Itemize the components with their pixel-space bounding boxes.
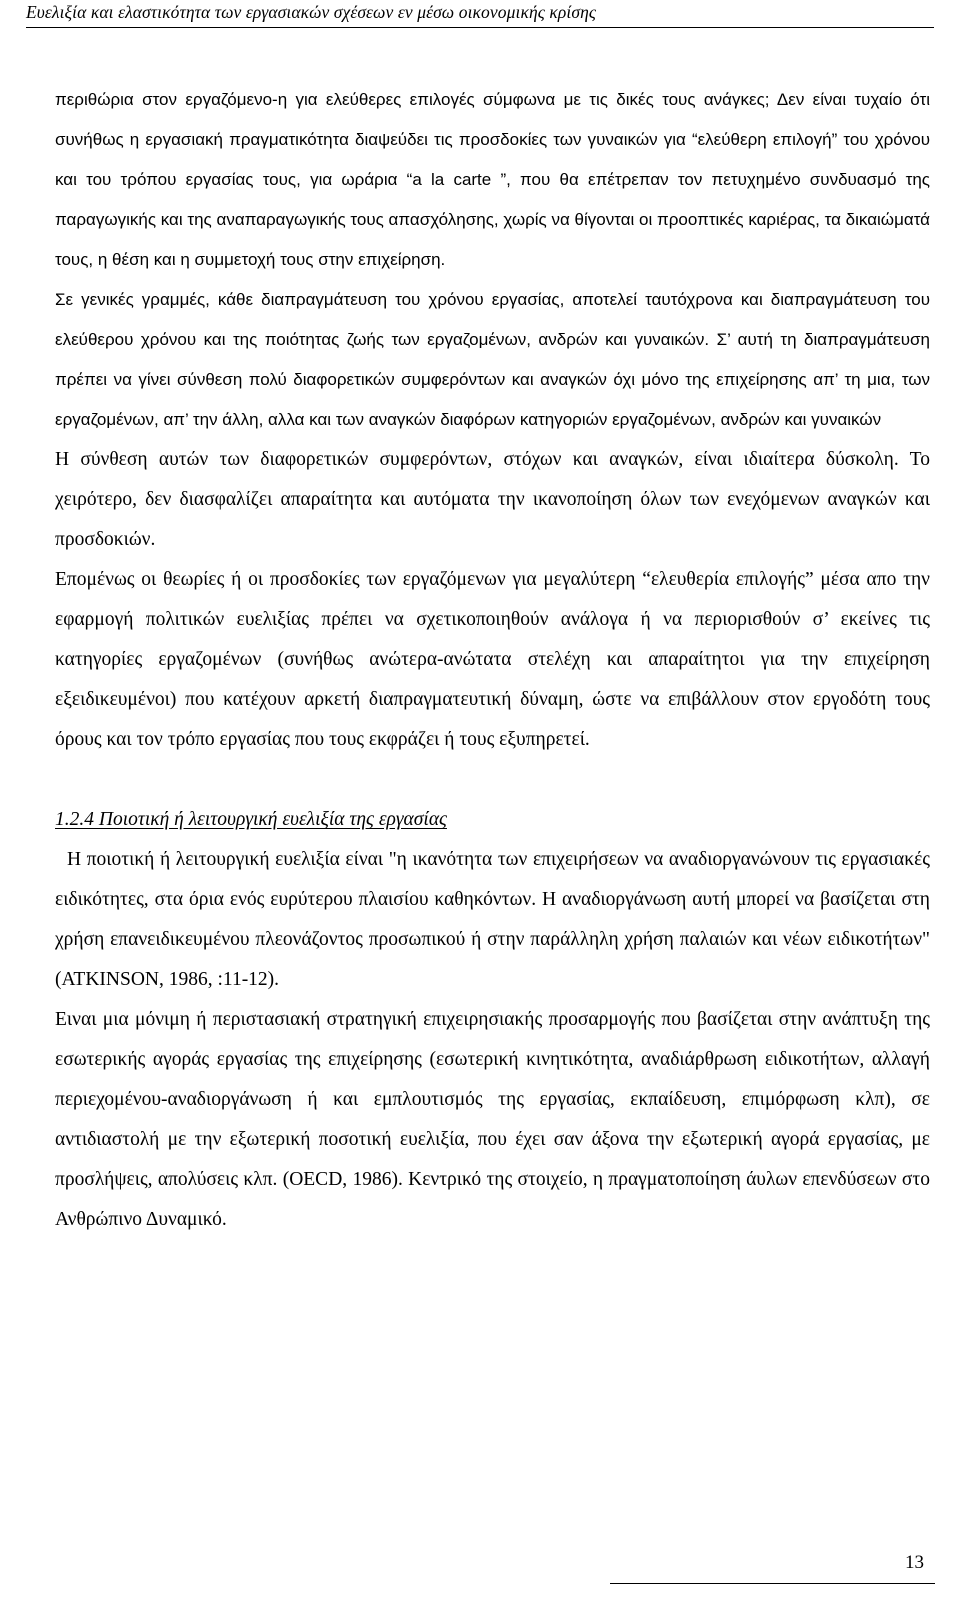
body-text [55,80,930,1240]
footer-rule [610,1583,935,1584]
paragraph-4: Επομένως οι θεωρίες ή οι προσδοκίες των εργαζόμενων για μεγαλύτερη “ελευθερία επιλογής” μέσα απο την εφαρμογή πολιτικών ευελιξίας πρέπει να σχετικοποιηθούν ανάλογα ή να περιορισθούν σ’ εκείνες τις κατηγορίες εργαζομένων (συνήθως ανώτερα-ανώτατα στελέχη και απαραίτητοι για την επιχείρηση εξειδικευμένοι) που κατέχουν αρκετή διαπραγματευτική δύναμη, ώστε να επιβάλλουν στον εργοδότη τους όρους και τον τρόπο εργασίας που τους εκφράζει ή τους εξυπηρετεί. [55,569,930,750]
section-paragraph-1: Η ποιοτική ή λειτουργική ευελιξία είναι "η ικανότητα των επιχειρήσεων να αναδιοργανώνουν τις εργασιακές ειδικότητες, στα όρια ενός ευρύτερου πλαισίου καθηκόντων. Η αναδιοργάνωση αυτή μπορεί να βασίζεται στη χρήση επανειδικευμένου πλεονάζοντος προσωπικού ή στην παράλληλη χρήση παλαιών και νέων ειδικοτήτων" (ATKINSON, 1986, :11-12). [55,849,930,990]
section-paragraph-2: Ειναι μια μόνιμη ή περιστασιακή στρατηγική επιχειρησιακής προσαρμογής που βασίζεται στην ανάπτυξη της εσωτερικής αγοράς εργασίας της επιχείρησης (εσωτερική κινητικότητα, αναδιάρθρωση ειδικοτήτων, αλλαγή περιεχομένου-αναδιοργάνωση ή και εμπλουτισμός της εργασίας, εκπαίδευση, επιμόρφωση κλπ), σε αντιδιαστολή με την εξωτερική ποσοτική ευελιξία, που έχει σαν άξονα την εξωτερική αγορά εργασίας, με προσλήψεις, απολύσεις κλπ. (OECD, 1986). Κεντρικό της στοιχείο, η πραγματοποίηση άυλων επενδύσεων στο Ανθρώπινο Δυναμικό. [55,1009,930,1230]
paragraph-3: Η σύνθεση αυτών των διαφορετικών συμφερόντων, στόχων και αναγκών, είναι ιδιαίτερα δύσκολη. Το χειρότερο, δεν διασφαλίζει απαραίτητα και αυτόματα την ικανοποίηση όλων των ενεχόμενων αναγκών και προσδοκιών. [55,449,930,550]
page-number: 13 [905,1552,924,1573]
paragraph-2: Σε γενικές γραμμές, κάθε διαπραγμάτευση του χρόνου εργασίας, αποτελεί ταυτόχρονα και διαπραγμάτευση του ελεύθερου χρόνου και της ποιότητας ζωής των εργαζομένων, ανδρών και γυναικών. Σ’ αυτή τη διαπραγμάτευση πρέπει να γίνει σύνθεση πολύ διαφορετικών συμφερόντων και αναγκών όχι μόνο της επιχείρησης απ’ τη μια, των εργαζομένων, απ’ την άλλη, αλλα και των αναγκών διαφόρων κατηγοριών εργαζομένων, ανδρών και γυναικών [55,290,930,429]
section-heading: 1.2.4 Ποιοτική ή λειτουργική ευελιξία της εργασίας [55,809,447,830]
header-rule [26,27,934,28]
running-header: Ευελιξία και ελαστικότητα των εργασιακών σχέσεων εν μέσω οικονομικής κρίσης [26,2,597,22]
paragraph-1: περιθώρια στον εργαζόμενο-η για ελεύθερες επιλογές σύμφωνα με τις δικές τους ανάγκες; Δεν είναι τυχαίο ότι συνήθως η εργασιακή πραγματικότητα διαψεύδει τις προσδοκίες των γυναικών για “ελεύθερη επιλογή” του χρόνου και του τρόπου εργασίας τους, για ωράρια “a la carte ”, που θα επέτρεπαν τον πετυχημένο συνδυασμό της παραγωγικής και της αναπαραγωγικής τους απασχόλησης, χωρίς να θίγονται οι προοπτικές καριέρας, τα δικαιώματά τους, η θέση και η συμμετοχή τους στην επιχείρηση. [55,90,930,269]
